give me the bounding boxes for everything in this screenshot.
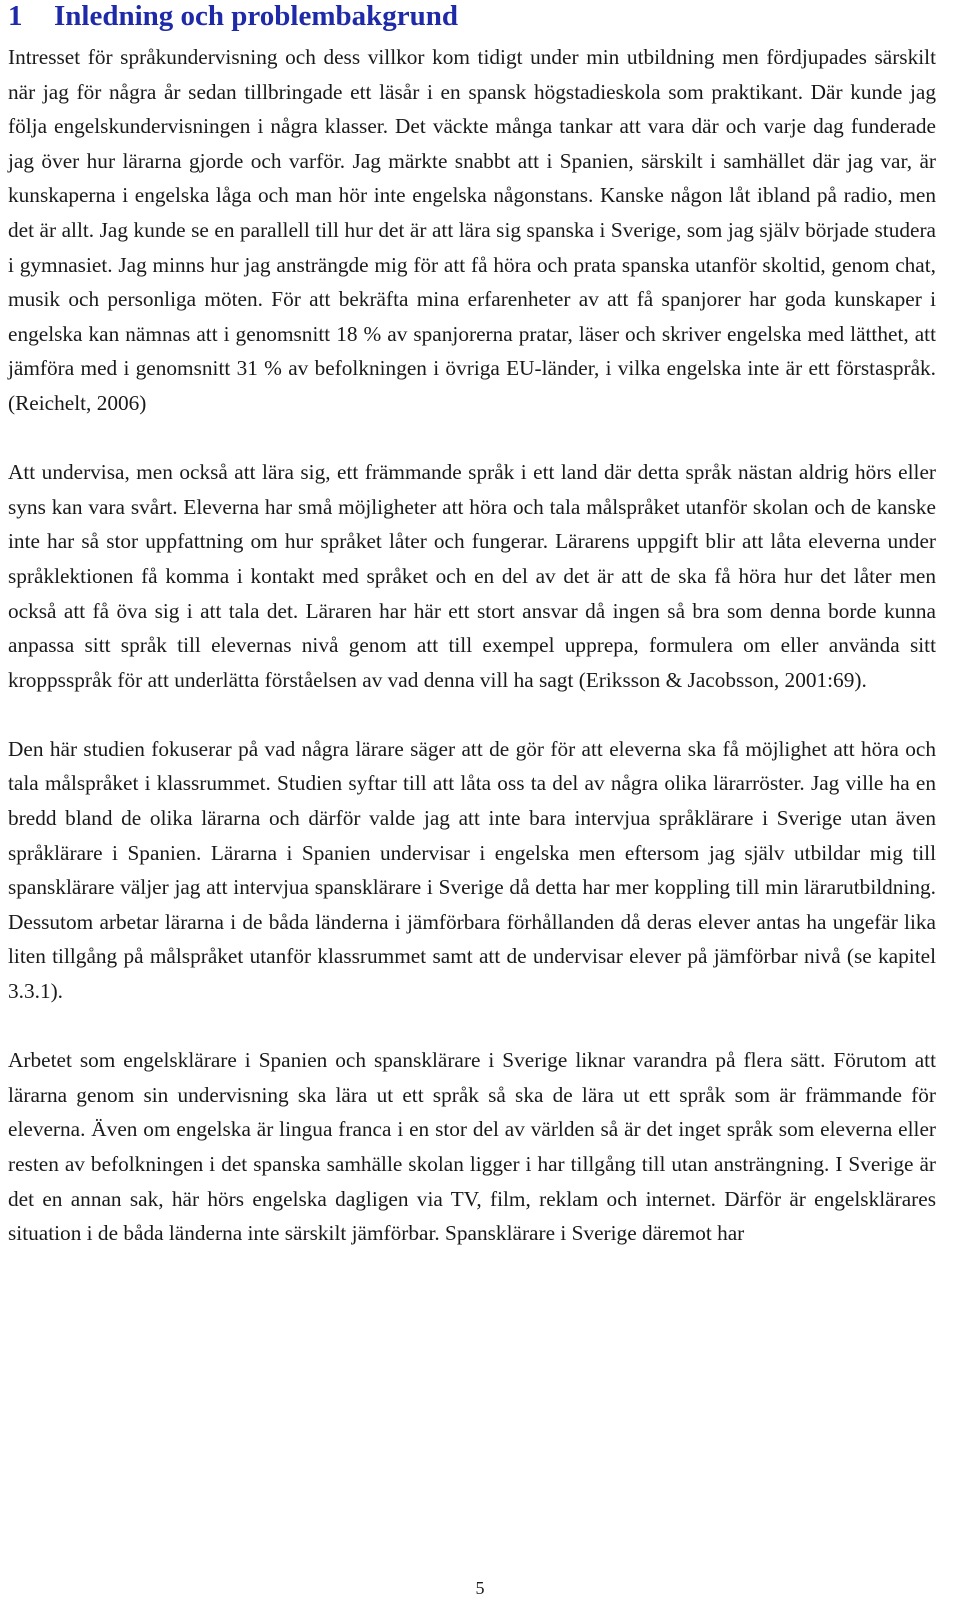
section-title: Inledning och problembakgrund: [54, 0, 458, 32]
paragraph-2: Att undervisa, men också att lära sig, ett främmande språk i ett land där detta språk nästan aldrig hörs eller syns kan vara svårt. Eleverna har små möjligheter att höra och tala målspråket utanför skolan och de kanske inte har så stor uppfattning om hur språket låter och fungerar. Lärarens uppgift blir att låta eleverna under språklektionen få komma i kontakt med språket och en del av det är att de ska få höra hur det låter men också att få öva sig i att tala det. Läraren har här ett stort ansvar då ingen så bra som denna borde kunna anpassa sitt språk till elevernas nivå genom att till exempel upprepa, formulera om eller använda sitt kroppsspråk för att underlätta förståelsen av vad denna vill ha sagt (Eriksson & Jacobsson, 2001:69).: [8, 460, 936, 692]
paragraph-1: Intresset för språkundervisning och dess villkor kom tidigt under min utbildning men fördjupades särskilt när jag för några år sedan tillbringade ett läsår i en spansk högstadieskola som praktikant. Där kunde jag följa engelskundervisningen i några klasser. Det väckte många tankar att vara där och varje dag funderade jag över hur lärarna gjorde och varför. Jag märkte snabbt att i Spanien, särskilt i samhället där jag var, är kunskaperna i engelska låga och man hör inte engelska någonstans. Kanske någon låt ibland på radio, men det är allt. Jag kunde se en parallell till hur det är att lära sig spanska i Sverige, som jag själv började studera i gymnasiet. Jag minns hur jag ansträngde mig för att få höra och prata spanska utanför skoltid, genom chat, musik och personliga möten. För att bekräfta mina erfarenheter av att få spanjorer har goda kunskaper i engelska kan nämnas att i genomsnitt 18 % av spanjorerna pratar, läser och skriver engelska med lätthet, att jämföra med i genomsnitt 31 % av befolkningen i övriga EU-länder, i vilka engelska inte är ett förstaspråk. (Reichelt, 2006): [8, 45, 936, 415]
paragraph-3: Den här studien fokuserar på vad några lärare säger att de gör för att eleverna ska få möjlighet att höra och tala målspråket i klassrummet. Studien syftar till att låta oss ta del av några olika lärarröster. Jag ville ha en bredd bland de olika lärarna och därför valde jag att inte bara intervjua språklärare i Sverige utan även språklärare i Spanien. Lärarna i Spanien undervisar i engelska men eftersom jag själv utbildar mig till spansklärare väljer jag att intervjua spansklärare i Sverige då detta har mer koppling till min lärarutbildning. Dessutom arbetar lärarna i de båda länderna i jämförbara förhållanden då deras elever antas ha ungefär lika liten tillgång på målspråket utanför klassrummet samt att de undervisar elever på jämförbar nivå (se kapitel 3.3.1).: [8, 736, 936, 1004]
section-heading: [8, 0, 936, 34]
document-page: [8, 0, 936, 1251]
page-number: 5: [475, 1578, 485, 1598]
paragraph-4: Arbetet som engelsklärare i Spanien och spansklärare i Sverige liknar varandra på flera sätt. Förutom att lärarna genom sin undervisning ska lära ut ett språk så ska de lära ut ett språk som är främmande för eleverna. Även om engelska är lingua franca i en stor del av världen så är det inget språk som eleverna eller resten av befolkningen i det spanska samhälle skolan ligger i har tillgång till utan ansträngning. I Sverige är det en annan sak, här hörs engelska dagligen via TV, film, reklam och internet. Därför är engelsklärares situation i de båda länderna inte särskilt jämförbar. Spansklärare i Sverige däremot har: [8, 1048, 936, 1246]
section-number: 1: [8, 0, 23, 32]
